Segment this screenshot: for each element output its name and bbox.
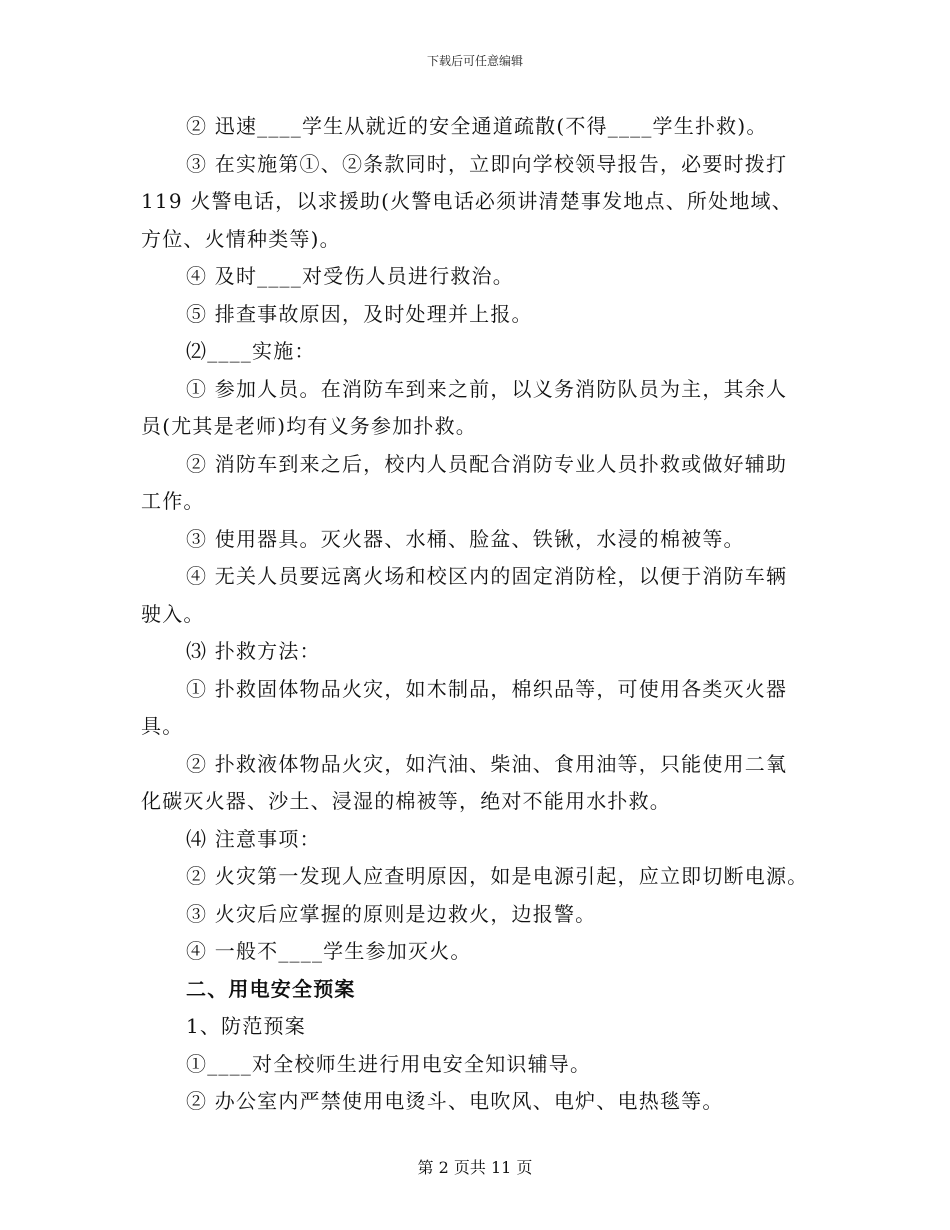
paragraph-line: ⑵____实施：: [186, 339, 316, 363]
paragraph-line: ③ 使用器具。灭火器、水桶、脸盆、铁锹，水浸的棉被等。: [186, 526, 745, 551]
page-number-footer: 第 2 页共 11 页: [417, 1158, 533, 1177]
paragraph-line: 具。: [141, 714, 184, 738]
paragraph-line: ⑷ 注意事项：: [186, 826, 321, 851]
paragraph-line: ③ 火灾后应掌握的原则是边救火，边报警。: [186, 901, 597, 926]
paragraph-line: ② 火灾第一发现人应查明原因，如是电源引起，应立即切断电源。: [186, 864, 809, 888]
paragraph-line: ② 迅速____学生从就近的安全通道疏散(不得____学生扑救)。: [186, 114, 768, 138]
paragraph-line: ①____对全校师生进行用电安全知识辅导。: [186, 1051, 592, 1076]
paragraph-line: ⑤ 排查事故原因，及时处理并上报。: [186, 301, 533, 326]
paragraph-line: ④ 一般不____学生参加灭火。: [186, 939, 472, 963]
document-body: [141, 108, 821, 1121]
paragraph-line: ② 扑救液体物品火灾，如汽油、柴油、食用油等，只能使用二氧: [186, 751, 788, 776]
paragraph-line: ④ 无关人员要远离火场和校区内的固定消防栓，以便于消防车辆: [186, 564, 788, 588]
paragraph-line: ③ 在实施第①、②条款同时，立即向学校领导报告，必要时拨打: [186, 151, 788, 176]
page-header-note: 下载后可任意编辑: [426, 54, 523, 68]
paragraph-line: 工作。: [141, 489, 205, 513]
paragraph-line: 驶入。: [141, 601, 205, 626]
paragraph-line: 化碳灭火器、沙土、浸湿的棉被等，绝对不能用水扑救。: [141, 789, 671, 813]
subsection-heading: 1、防范预案: [186, 1014, 306, 1038]
paragraph-line: 员(尤其是老师)均有义务参加扑救。: [141, 414, 478, 438]
paragraph-line: 方位、火情种类等)。: [141, 226, 341, 251]
paragraph-line: ① 参加人员。在消防车到来之前，以义务消防队员为主，其余人: [186, 376, 788, 401]
paragraph-line: 119 火警电话，以求援助(火警电话必须讲清楚事发地点、所处地域、: [141, 189, 793, 213]
paragraph-line: ⑶ 扑救方法：: [186, 639, 321, 663]
paragraph-line: ② 办公室内严禁使用电烫斗、电吹风、电炉、电热毯等。: [186, 1089, 724, 1113]
section-heading: 二、用电安全预案: [186, 976, 356, 1001]
paragraph-line: ④ 及时____对受伤人员进行救治。: [186, 264, 514, 288]
paragraph-line: ② 消防车到来之后，校内人员配合消防专业人员扑救或做好辅助: [186, 451, 788, 476]
paragraph-line: ① 扑救固体物品火灾，如木制品，棉织品等，可使用各类灭火器: [186, 676, 788, 701]
